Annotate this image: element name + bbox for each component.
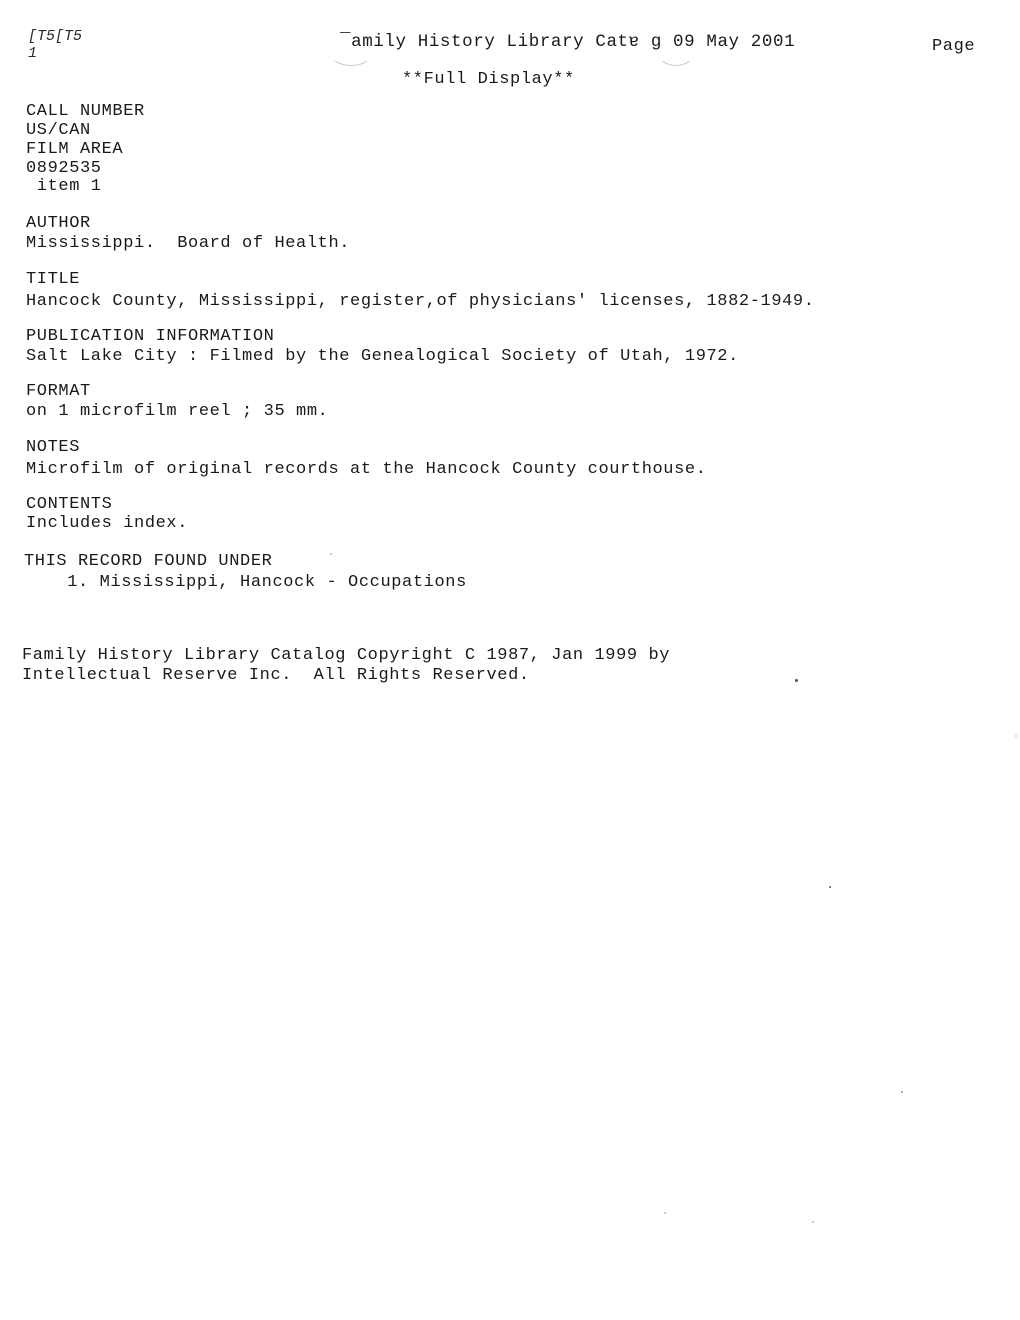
found-under-label: THIS RECORD FOUND UNDER: [24, 552, 273, 571]
corner-code-line2: 1: [28, 45, 38, 62]
found-under-item: 1. Mississippi, Hancock - Occupations: [24, 573, 467, 592]
copyright-line2: Intellectual Reserve Inc. All Rights Reserved.: [22, 666, 530, 685]
title-value: Hancock County, Mississippi, register,of physicians' licenses, 1882-1949.: [26, 292, 815, 311]
format-value: on 1 microfilm reel ; 35 mm.: [26, 402, 329, 421]
contents-label: CONTENTS: [26, 495, 113, 514]
author-label: AUTHOR: [26, 214, 91, 233]
scan-speck: [795, 679, 798, 682]
contents-value: Includes index.: [26, 514, 189, 533]
scan-speck: [1015, 735, 1017, 737]
notes-label: NOTES: [26, 438, 81, 457]
scan-artifact: [330, 40, 372, 66]
copyright-line1: Family History Library Catalog Copyright C 1987, Jan 1999 by: [22, 646, 671, 665]
call-number-line: US/CAN: [26, 121, 91, 140]
scan-speck: [901, 1091, 903, 1093]
notes-value: Microfilm of original records at the Hancock County courthouse.: [26, 460, 707, 479]
header-title: ¯amily History Library Catɐ g 09 May 2001: [340, 32, 796, 52]
call-number-line: item 1: [26, 177, 102, 196]
call-number-label: CALL NUMBER: [26, 102, 145, 121]
scan-speck: [330, 553, 332, 555]
format-label: FORMAT: [26, 382, 91, 401]
publication-label: PUBLICATION INFORMATION: [26, 327, 275, 346]
publication-value: Salt Lake City : Filmed by the Genealogical Society of Utah, 1972.: [26, 347, 739, 366]
call-number-line: 0892535: [26, 159, 102, 178]
scan-artifact: [658, 40, 694, 66]
display-mode: **Full Display**: [402, 70, 575, 89]
page-label: Page: [932, 37, 976, 56]
scan-speck: [664, 1212, 666, 1214]
scan-speck: [812, 1221, 814, 1223]
call-number-line: FILM AREA: [26, 140, 124, 159]
title-label: TITLE: [26, 270, 81, 289]
scan-speck: [829, 886, 831, 888]
corner-code-line1: [T5[T5: [28, 28, 83, 45]
author-value: Mississippi. Board of Health.: [26, 234, 351, 253]
